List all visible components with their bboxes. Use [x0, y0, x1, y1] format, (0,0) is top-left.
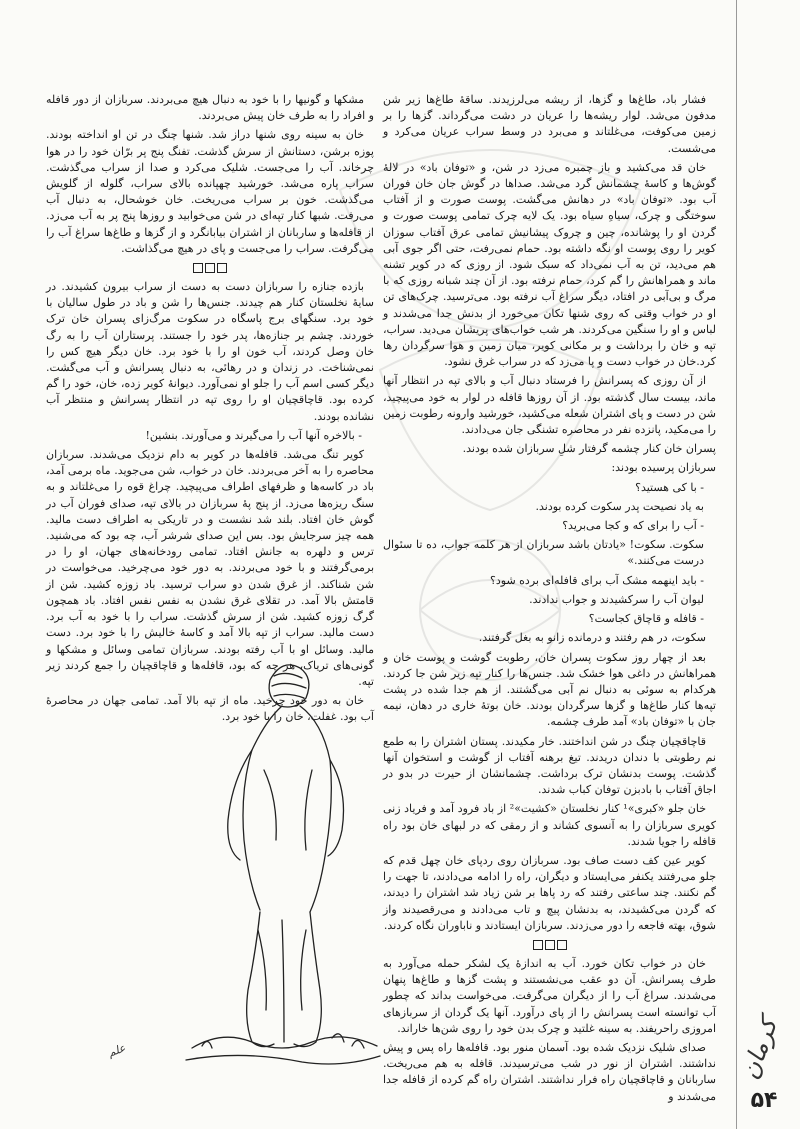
dialogue-line: سکوت. سکوت! «یادتان باشد سربازان از هر کلمه جواب، ده تا سئوال درست می‌کنند.»	[383, 538, 704, 568]
paragraph: صدای شلیک نزدیک شده بود. آسمان منور بود. قافله‌ها راه پس و پیش نداشتند. اشتران از نور در شب می‌ترسیدند. قافله به هم می‌ریخت. ساربانان و قاچاقچیان راه فرار نداشتند. اشتران راه گم کرده از قافله جدا می‌شدند و	[383, 1040, 716, 1103]
paragraph: خان به دور خود چرخید. ماه از تپه بالا آمد. تمامی جهان در محاصرهٔ آب بود. غفلت، خان را با خود برد.	[46, 694, 374, 724]
paragraph: قاچاقچیان چنگ در شن انداختند. خار مکیدند. پستان اشتران را به طمع نم رطوبتی با دندان دریدند. تیغ برهنه آفتاب از گوشت و استخوان آنها گذشت. پوست بدنشان ترک برداشت. چشمانشان از حیرت در بدو در اجاق آفتاب با بادبزن توفان کباب شدند.	[383, 734, 716, 797]
paragraph: مشکها و گونیها را با خود به دنبال هیچ می‌بردند. سربازان از دور قافله و افراد را به طرف خان پیش می‌بردند.	[46, 93, 374, 123]
paragraph: فشار باد، طاغ‌ها و گزها، از ریشه می‌لرزیدند. ساقهٔ طاغ‌ها زیر شن مدفون می‌شد. لوار ریشه‌ها را عریان در دشت می‌گرداند. گزها را بر زمین می‌کوفت، می‌غلتاند و می‌برد در وسط سراب عریان می‌کرد و می‌شست.	[383, 93, 716, 155]
illustrator-signature: علم	[106, 1041, 128, 1060]
paragraph: کویر عین کف دست صاف بود. سربازان روی ردپای خان چهل قدم که جلو می‌رفتند یکنفر می‌ایستاد و دیگران، راه را ادامه می‌دادند، تا جهت را گم نکنند. چند ساعتی رفتند که رد پاها بر شن زیاد شد اشتران را دیدند، که گردن می‌کشیدند، به بدنشان پیچ و تاب می‌دادند و می‌رقصیدند واز شوق، بهته فاجعه را دور می‌زدند. سربازان ایستادند و ناباوران نگاه کردند.	[383, 853, 716, 932]
standing-man-illustration	[182, 650, 382, 1080]
paragraph: خان در خواب تکان خورد. آب به اندازهٔ یک لشکر حمله می‌آورد به طرف پسرانش. آن دو عقب می‌نشستند و پشت گزها و طاغ‌ها پنهان می‌شدند. سراغ آب را از دیگران می‌گرفت. می‌خواست بداند که چطور آب توانسته است پسرانش را از پای درآورد. آنها یک گردان از سربازهای امروزی راحریفند. به سینه غلتید و چرک بدن خود را روی شن‌ها خاراند.	[383, 956, 716, 1035]
dialogue-line: - بالاخره آنها آب را می‌گیرند و می‌آورند. بنشین!	[145, 428, 362, 442]
dialogue-line: لیوان آب را سرکشیدند و جواب ندادند.	[529, 592, 704, 606]
kerman-logo	[728, 1010, 798, 1083]
right-text-column	[383, 92, 716, 1103]
dialogue-line: - باید اینهمه مشک آب برای قافله‌ای برده شود؟	[490, 573, 704, 587]
section-separator	[383, 940, 716, 950]
section-separator	[46, 263, 374, 273]
paragraph: خان قد می‌کشید و باز چمبره می‌زد در شن، و «توفان باد» در لاله‌ٔ گوش‌ها و کاسهٔ چشمانش گرد می‌شد. صداها در گوش جان خان فوران آب بود. «توفان باد» در دهانش می‌گشت. پوست صورت و از آفتاب سوختگی و چرک، سیاهِ سیاه بود. یک لایه چرک تمامی پوست صورت و گردن او را پوشانده، چین و چروک پیشانیش تمامی عرق آفتاب سوزان کویر را روی پوست او نگه داشته بود. حمام نمی‌رفت، حتی اگر جوی آبی هم می‌دید، تن به آب نمی‌داد که سبک شود. از روزی که در کویر تشنه ماند و همراهانش را گم کرد، حمام نرفته بود. از آن چند شبانه روزی که با مرگ و بی‌آبی در افتاد، دیگر سراغ آب نرفته بود. می‌ترسید. چرک‌های تن او در خواب وقتی که روی شنها تکان می‌خورد از بدنش جدا می‌شدند و لباس و او را سنگین می‌کردند. هر شب خواب‌های پریشان می‌دید. سراب، تپه و خان را برداشت و بر مکانی کویر، میان زمین و هوا سرگردان رها کرد.خان در خواب دست و پا می‌زد که در سراب غرق نشود.	[383, 160, 716, 369]
paragraph: خان جلو «کبری»¹ کنار نخلستان «کشیت»² از باد فرود آمد و فریاد زنی کویری سربازان را به آنسوی کشاند و از رمقی که در لبهای خان بود راه قافله را جویا شدند.	[383, 802, 716, 848]
paragraph: بازده جنازه را سربازان دست به دست از سراب بیرون کشیدند. در سایهٔ نخلستان کنار هم چیدند. جنس‌ها را شن و باد در طول سالیان با خود برد. سنگهای برج پاسگاه در سکوت مرگ‌زای پسران خان ترک خوردند. چشم بر جنازه‌ها، پدر خود را جستند. پرستاران آب را به رگ خان وصل کردند، آب خون او را با خود برد. خان دیگر هیچ کس را نمی‌شناخت. در زندان و در رهائی، به دنبال پسرانش و آب می‌گشت. دیگر کسی اسم آب را جلو او نمی‌آورد. دیوانهٔ کویر زده، خان، خود را گم کرده بود. قاچاقچیان او را روی تپه در انتظار پسرانش و منتظر آب نشانده بودند.	[46, 280, 374, 423]
dialogue-line: - قافله و قاچاق کجاست؟	[588, 612, 704, 626]
paragraph: بعد از چهار روز سکوت پسران خان، رطوبت گوشت و پوست خان و همراهانش در داغی هوا خشک شد. جنس‌ها را کنار تپه زیر شن جا کردند. هرکدام به سوئی به دنبال نم آبی می‌گشتند. از هم جدا شده در پشت تپه‌ها کنار طاغ‌ها و گزها سرگردان بودند. خان بوتهٔ خاری در دهان، نیمه جان با «توفان باد» آمد طرف چشمه.	[383, 650, 716, 729]
paragraph: پسران خان کنار چشمه گرفتار شلِ سربازان شده بودند.	[462, 442, 716, 456]
page-number: ۵۴	[750, 1088, 778, 1113]
dialogue-line: - با کی هستید؟	[635, 480, 704, 494]
margin-rule	[736, 0, 737, 1129]
dialogue-line: - آب را برای که و کجا می‌برید؟	[562, 519, 704, 533]
svg-text:کرمان: کرمان	[735, 1014, 784, 1083]
paragraph: سربازان پرسیده بودند:	[611, 461, 716, 475]
paragraph: از آن روزی که پسرانش را فرستاد دنبال آب و بالای تپه در انتظار آنها ماند، بیست سال گذشته بود. از آن روزها قافله در لوار به خود می‌پیچید، شن در دست و پای اشتران شعله می‌کشید، خورشید وارونه رطوبت زمین را می‌مکید، پانزده نفر در محاصره تشنگی جان می‌دادند.	[383, 374, 716, 437]
dialogue-line: به یاد نصیحت پدر سکوت کرده بودند.	[535, 499, 704, 513]
paragraph: خان به سینه روی شنها دراز شد. شنها چنگ در تن او انداخته بودند. پوزه برشن، دستانش از سرش گذشت. تفنگ پنج پر برّان خود را در هوا چرخاند. آب را می‌جست. شلیک می‌کرد و صدا از سراب می‌گذشت. سراب پاره می‌شد. خورشید چهپانده بالای سراب، گلوله از گلویش می‌گذشت. خون بر سراب می‌ریخت. خان خوشحال، به دنبال آب می‌رفت. شبها کنار تپه‌ای در شن می‌خوابید و روزها پنج پر به آب می‌زد. از قافله‌ها و ساربانان از اشتران بیابانگرد و از گزها و طاغ‌ها سراغ آب را می‌گرفت. سراب را می‌جست و پای در هیچ می‌گذاشت.	[46, 128, 374, 255]
paragraph: سکوت، در هم رفتند و درمانده زانو به بغل گرفتند.	[478, 631, 706, 645]
left-text-column	[46, 92, 374, 724]
paragraph: کویر تنگ می‌شد. قافله‌ها در کویر به دام نزدیک می‌شدند. سربازان محاصره را به آخر می‌بردند. خان در خواب، شن می‌جوید. ماه برمی آمد، باد در کاسه‌ها و ظرفهای اطراف می‌پیچید. چراغ قوه را می‌غلتاند و به سنگ ریزه‌ها می‌زد. از پنج پهٔ سربازان در بالای تپه، صدای فوران آب در گوش خان افتاد. بلند شد نشست و در تاریکی به اطراف دست مالید. همه چیز سرجایش بود. بس این صدای شرشر آب، چه بود که می‌شنید. ترس و دلهره به جانش افتاد. تمامی رودخانه‌های جهان، او را در برمی‌گرفتند و با خود می‌بردند. به دور خود می‌چرخید. می‌خواست در شن شناکند. از غرق شدن دو سراب ترسید. باد زوزه کشید. شن از قامتش بالا آمد. در تقلای غرق نشدن به نفس نفس افتاد. باد همچون گرگ زوزه کشید. شن از سرش گذشت. سراب را با خود به آب برد. دست مالید. سراب از تپه بالا آمد و کاسهٔ خالیش را با خود برد. دست مالید. وسائل او با آب رفته بودند. سربازان تمامی وسائل و مشکها و گونی‌های تریاک، هر چه که بود، قافله‌ها و قاچاقچیان را جمع کردند زیر تپه.	[46, 448, 374, 688]
